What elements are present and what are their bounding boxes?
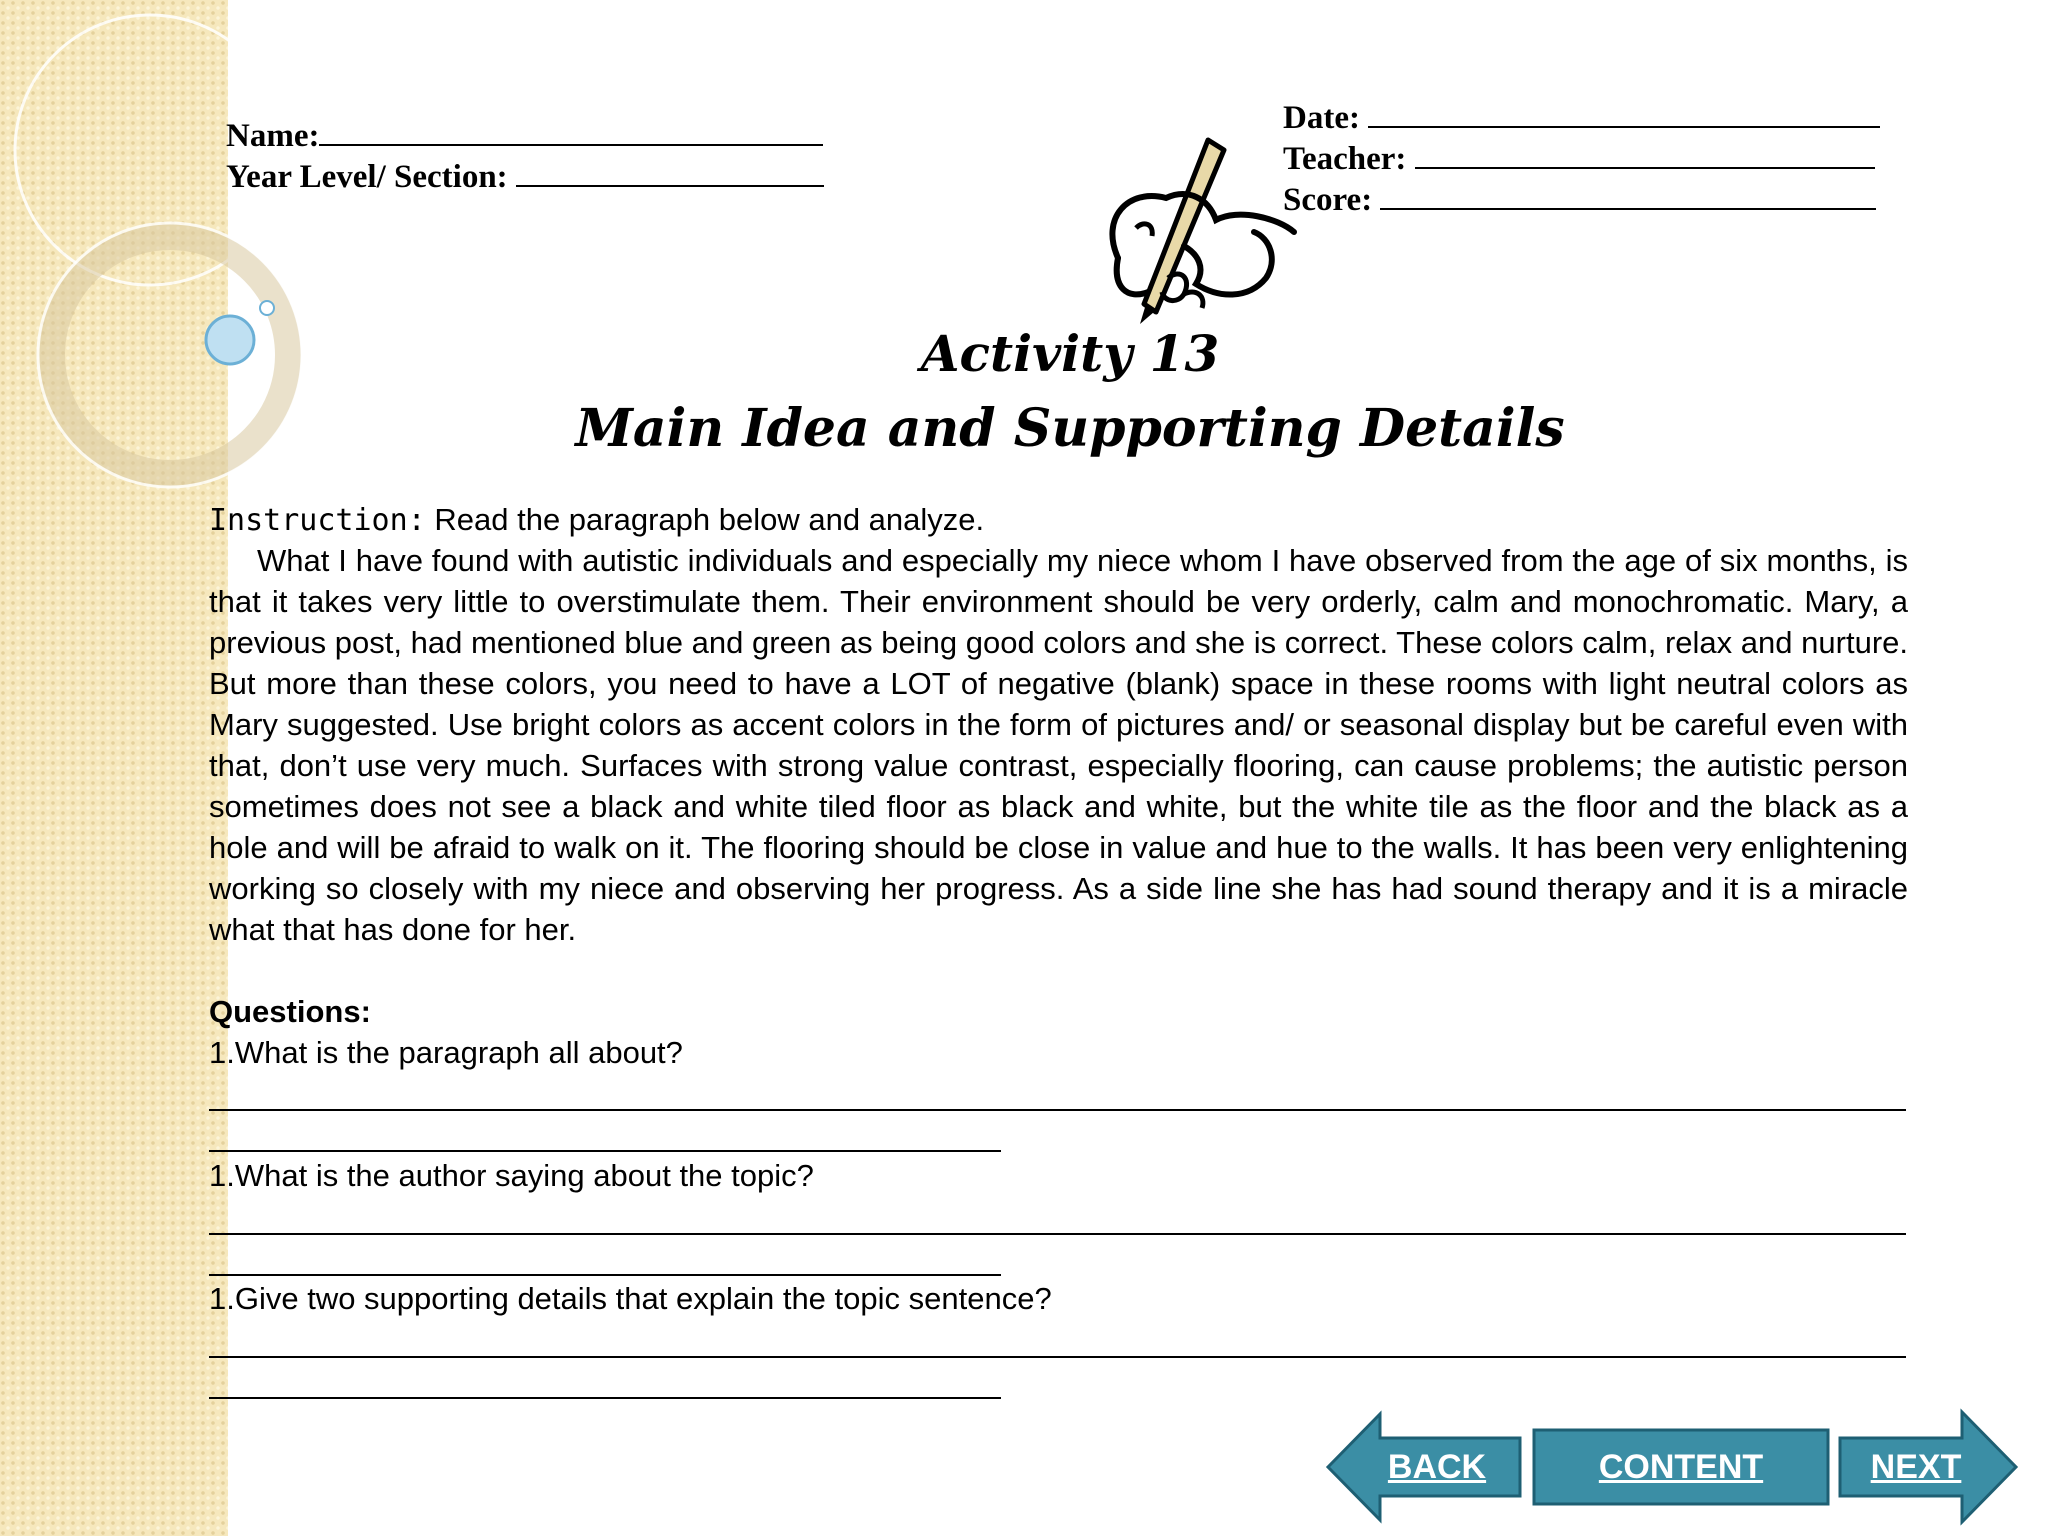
answer-line-2b[interactable] — [209, 1274, 1001, 1276]
answer-line-1b[interactable] — [209, 1150, 1001, 1152]
name-field[interactable] — [226, 116, 823, 155]
teacher-field[interactable] — [1283, 139, 1875, 178]
activity-title: Activity 13 — [920, 324, 1220, 383]
question-2: 1.What is the author saying about the topic? — [209, 1158, 814, 1193]
date-label: Date: — [1283, 100, 1360, 136]
score-field[interactable] — [1283, 180, 1876, 219]
name-label: Name: — [226, 118, 320, 154]
bubble-small-icon — [260, 301, 274, 315]
date-field[interactable] — [1283, 98, 1880, 137]
question-3: 1.Give two supporting details that explain the topic sentence? — [209, 1281, 1052, 1316]
writing-hand-icon — [1088, 128, 1308, 328]
next-button[interactable]: NEXT — [1870, 1447, 1962, 1486]
score-label: Score: — [1283, 182, 1373, 218]
reading-paragraph: What I have found with autistic individuals and especially my niece whom I have observed from the age of six months, is that it takes very little to overstimulate them. Their environment should be very orderly, calm and monochromatic. Mary, a previous post, had mentioned blue and green as being good colors and she is correct. These colors calm, relax and nurture. But more than these colors, you need to have a LOT of negative (blank) space in these rooms with light neutral colors as Mary suggested. Use bright colors as accent colors in the form of pictures and/ or seasonal display but be careful even with that, don’t use very much. Surfaces with strong value contrast, especially flooring, can cause problems; the autistic person sometimes does not see a black and white tiled floor as black and white, but the white tile as the floor and the black as a hole and will be afraid to walk on it. The flooring should be close in value and hue to the walls. It has been very enlightening working so closely with my niece and observing her progress. As a side line she has had sound therapy and it is a miracle what that has done for her. — [209, 543, 1908, 947]
content-button[interactable]: CONTENT — [1598, 1447, 1764, 1486]
decorative-rings — [0, 0, 340, 560]
answer-line-2a[interactable] — [209, 1233, 1906, 1235]
answer-line-3a[interactable] — [209, 1356, 1906, 1358]
instruction — [209, 502, 984, 538]
teacher-label: Teacher: — [1283, 141, 1407, 177]
answer-line-1a[interactable] — [209, 1109, 1906, 1111]
instruction-label: Instruction: — [209, 503, 426, 538]
score-blank[interactable] — [1380, 180, 1876, 210]
instruction-text: Read the paragraph below and analyze. — [425, 502, 985, 537]
year-section-field[interactable] — [226, 157, 824, 196]
question-1: 1.What is the paragraph all about? — [209, 1035, 683, 1070]
year-section-blank[interactable] — [516, 157, 824, 187]
teacher-blank[interactable] — [1415, 139, 1875, 169]
date-blank[interactable] — [1368, 98, 1880, 128]
answer-line-3b[interactable] — [209, 1397, 1001, 1399]
topic-title: Main Idea and Supporting Details — [575, 398, 1565, 459]
back-button[interactable]: BACK — [1387, 1447, 1487, 1486]
questions-heading: Questions: — [209, 994, 371, 1029]
year-section-label: Year Level/ Section: — [226, 159, 508, 195]
name-blank[interactable] — [319, 116, 823, 146]
